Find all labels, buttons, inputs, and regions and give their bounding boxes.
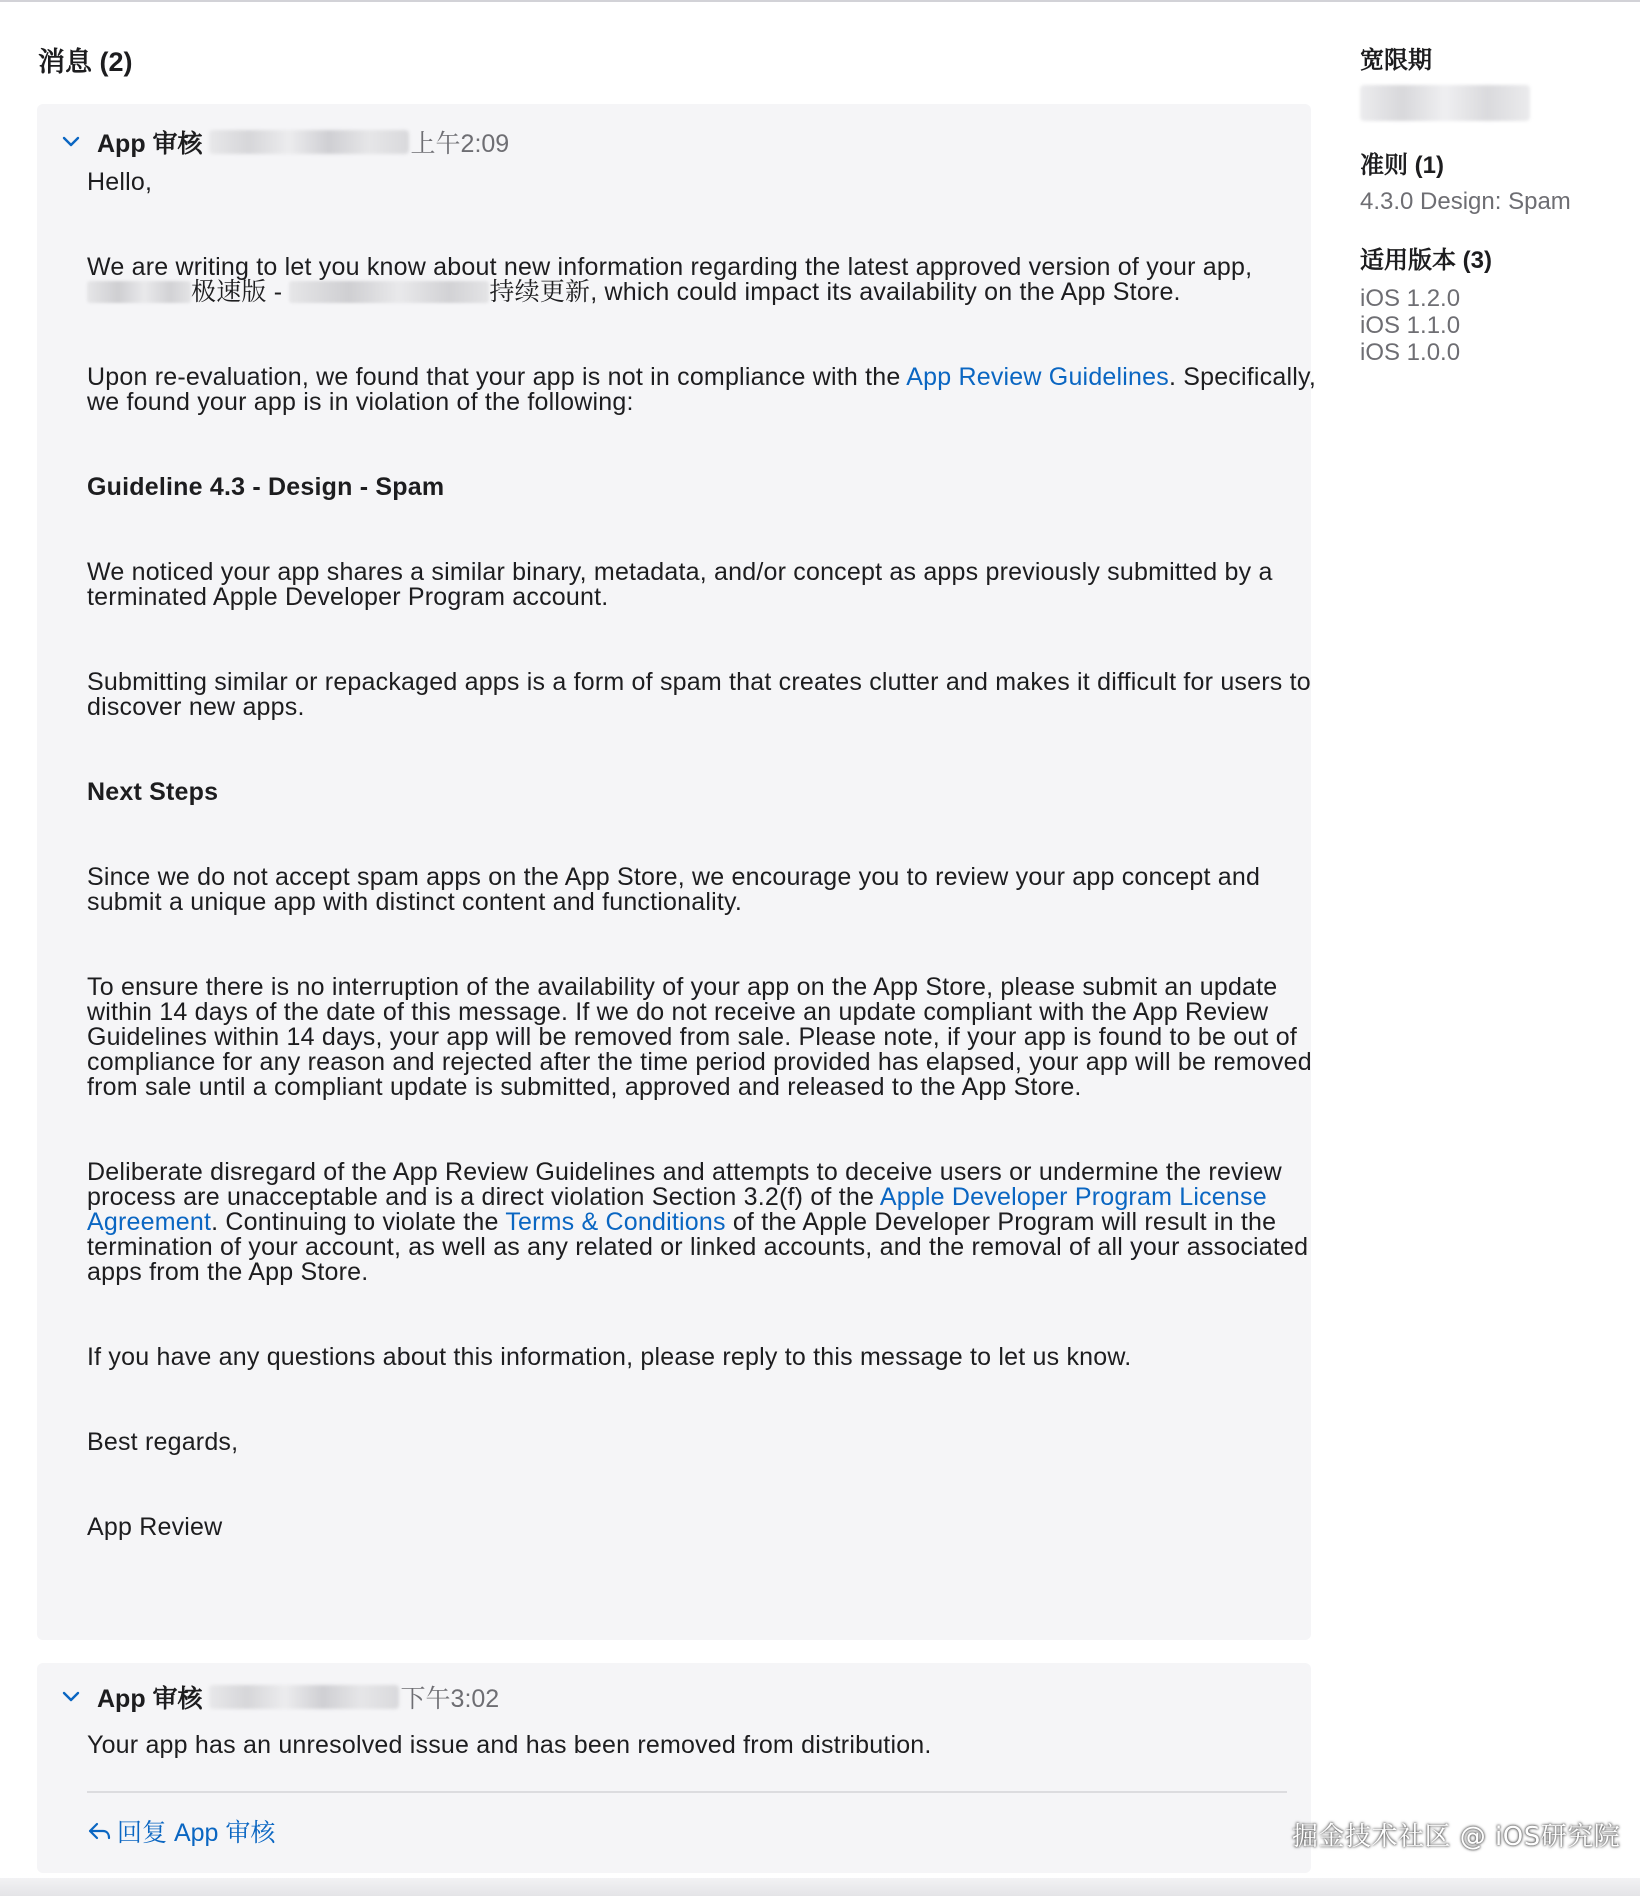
guideline-label: 准则 (1) — [1360, 152, 1444, 179]
paragraph: To ensure there is no interruption of the availability of your app on the App Store, please submit an update within 14 days of the date of this message. If we do not receive an update compliant with the App Review Guidelines within 14 days, your app will be removed from sale. Please note, if your app is found to be out of compliance for any reason and rejected after the time period provided has elapsed, your app will be removed from sale until a compliant update is submitted, approved and released to the App Store. — [87, 973, 1312, 1101]
versions-list — [1360, 285, 1620, 366]
divider — [87, 1791, 1287, 1793]
versions-section — [1360, 240, 1620, 366]
redacted-grace-period — [1360, 85, 1530, 121]
terms-conditions-link[interactable]: Terms & Conditions — [505, 1208, 726, 1236]
message-sender: App 审核 — [97, 130, 203, 158]
chevron-down-icon[interactable] — [57, 128, 85, 156]
paragraph: Your app has an unresolved issue and has been removed from distribution. — [87, 1731, 932, 1759]
signature: App Review — [87, 1513, 223, 1541]
app-review-guidelines-link[interactable]: App Review Guidelines — [906, 363, 1169, 391]
redacted-sender-email — [209, 130, 409, 154]
redacted-app-name — [87, 281, 191, 303]
message-sender: App 审核 — [97, 1685, 203, 1713]
grace-period-label: 宽限期 — [1360, 47, 1432, 74]
message-body — [87, 1733, 1327, 1758]
version-item: iOS 1.0.0 — [1360, 339, 1461, 366]
message-body — [87, 170, 1327, 1600]
chevron-down-icon[interactable] — [57, 1683, 85, 1711]
license-agreement-link[interactable]: Apple Developer Program License Agreement — [87, 1183, 1267, 1236]
grace-period-section — [1360, 40, 1620, 121]
paragraph: Upon re-evaluation, we found that your app is not in compliance with the App Review Guidelines. Specifically, we found your app is in violation of the following: — [87, 363, 1316, 416]
guideline-heading: Guideline 4.3 - Design - Spam — [87, 473, 445, 501]
message-time: 上午2:09 — [410, 130, 510, 158]
paragraph: Since we do not accept spam apps on the App Store, we encourage you to review your app concept and submit a unique app with distinct content and functionality. — [87, 863, 1261, 916]
next-steps-heading: Next Steps — [87, 778, 219, 806]
paragraph: If you have any questions about this information, please reply to this message to let us know. — [87, 1343, 1132, 1371]
closing: Best regards, — [87, 1428, 239, 1456]
top-divider — [0, 0, 1640, 2]
message-card — [37, 1663, 1311, 1873]
page-title: 消息 (2) — [38, 47, 133, 77]
message-time: 下午3:02 — [400, 1685, 500, 1713]
versions-label: 适用版本 (3) — [1360, 247, 1492, 274]
reply-button[interactable] — [87, 1813, 275, 1849]
redacted-app-name — [289, 281, 489, 303]
message-header[interactable] — [57, 1679, 499, 1715]
bottom-edge — [0, 1878, 1640, 1896]
message-card — [37, 104, 1316, 1640]
paragraph: Deliberate disregard of the App Review Guidelines and attempts to deceive users or undermine the review process are unacceptable and is a direct violation Section 3.2(f) of the Apple Developer Program License Agreement. Continuing to violate the Terms & Conditions of the Apple Developer Program will result in the termination of your account, as well as any related or linked accounts, and the removal of all your associated apps from the App Store. — [87, 1158, 1309, 1286]
greeting: Hello, — [87, 168, 153, 196]
paragraph: Submitting similar or repackaged apps is a form of spam that creates clutter and makes it difficult for users to discover new apps. — [87, 668, 1311, 721]
guideline-section — [1360, 145, 1620, 216]
guideline-value: 4.3.0 Design: Spam — [1360, 188, 1571, 215]
paragraph: We are writing to let you know about new information regarding the latest approved version of your app, 极速版 - 持续更新, which could impact its availability on the App Store. — [87, 253, 1253, 306]
sidebar — [1360, 40, 1620, 366]
version-item: iOS 1.2.0 — [1360, 285, 1461, 312]
watermark: 掘金技术社区 @ iOS研究院 — [1292, 1822, 1621, 1852]
paragraph: We noticed your app shares a similar binary, metadata, and/or concept as apps previously submitted by a terminated Apple Developer Program account. — [87, 558, 1273, 611]
reply-label: 回复 App 审核 — [117, 1819, 276, 1847]
redacted-sender-email — [209, 1685, 399, 1709]
message-header[interactable] — [57, 124, 509, 160]
reply-icon — [87, 1818, 113, 1844]
version-item: iOS 1.1.0 — [1360, 312, 1461, 339]
